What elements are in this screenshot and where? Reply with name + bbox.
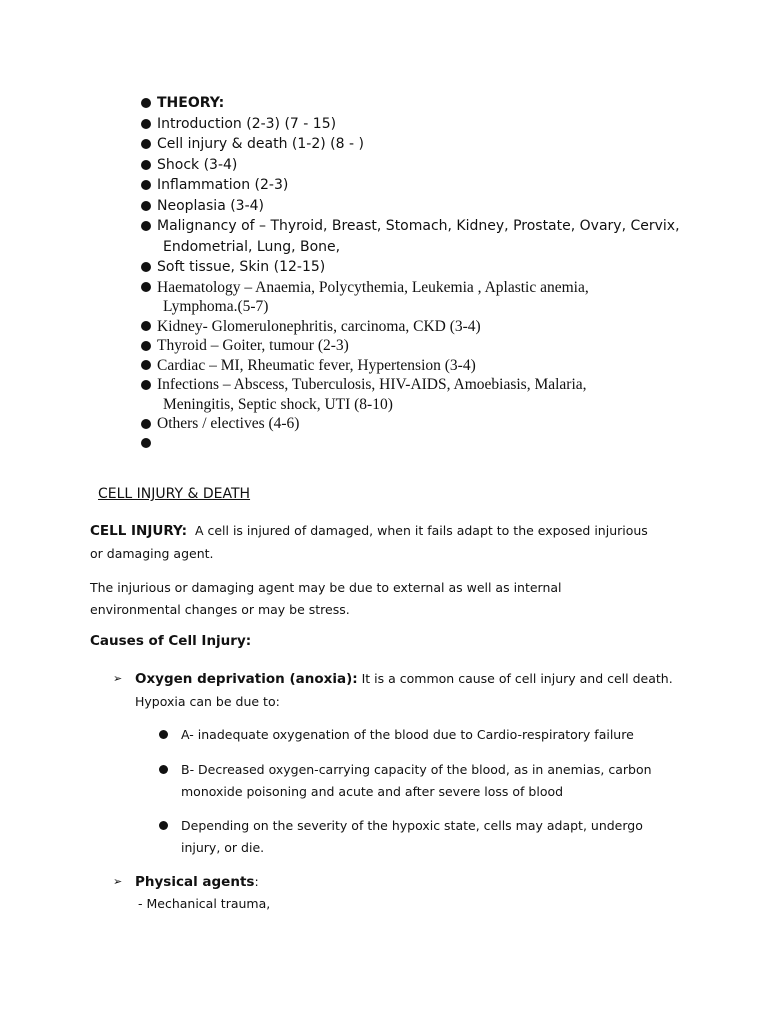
list-item: Inflammation (2-3) (140, 175, 700, 196)
list-item: Others / electives (4-6) (140, 414, 700, 434)
physical-lead: Physical agents (135, 874, 255, 890)
list-item: THEORY: (140, 93, 700, 114)
list-item: Cell injury & death (1-2) (8 - ) (140, 134, 700, 155)
cell-injury-paragraph (90, 520, 650, 564)
oxygen-lead: Oxygen deprivation (anoxia): (135, 671, 358, 687)
list-item: B- Decreased oxygen-carrying capacity of the blood, as in anemias, carbon monoxide poisoning and acute and after severe loss of blood (158, 759, 678, 803)
physical-agents-item (113, 871, 678, 894)
arrow-bullet-icon: ➢ (113, 875, 123, 888)
empty-list-item (140, 434, 700, 454)
list-item: Cardiac – MI, Rheumatic fever, Hypertension (3-4) (140, 356, 700, 376)
section-heading: CELL INJURY & DEATH (98, 486, 251, 502)
list-item: Thyroid – Goiter, tumour (2-3) (140, 336, 700, 356)
causes-title: Causes of Cell Injury: (90, 633, 252, 649)
agent-paragraph: The injurious or damaging agent may be due to external as well as internal environmental changes or may be stress. (90, 580, 562, 617)
oxygen-text: It is a common cause of cell injury and cell death. Hypoxia can be due to: (135, 671, 673, 709)
list-item: Introduction (2-3) (7 - 15) (140, 114, 700, 135)
syllabus-topic-list (140, 93, 700, 454)
hypoxia-bullet-list (158, 724, 678, 746)
list-item: A- inadequate oxygenation of the blood due to Cardio-respiratory failure (158, 724, 678, 746)
cell-injury-term: CELL INJURY: (90, 523, 187, 539)
list-item: Shock (3-4) (140, 155, 700, 176)
arrow-bullet-icon: ➢ (113, 672, 123, 685)
oxygen-deprivation-item (113, 668, 678, 712)
hypoxia-bullet-list (158, 815, 678, 859)
list-item: Infections – Abscess, Tuberculosis, HIV-AIDS, Amoebiasis, Malaria, Meningitis, Septic shock, UTI (8-10) (140, 375, 700, 414)
hypoxia-bullet-list (158, 759, 678, 803)
list-item: Malignancy of – Thyroid, Breast, Stomach, Kidney, Prostate, Ovary, Cervix, Endometrial, Lung, Bone, (140, 216, 700, 257)
list-item: Kidney- Glomerulonephritis, carcinoma, CKD (3-4) (140, 317, 700, 337)
list-item: Neoplasia (3-4) (140, 196, 700, 217)
list-item: Haematology – Anaemia, Polycythemia, Leukemia , Aplastic anemia, Lymphoma.(5-7) (140, 278, 700, 317)
list-item: Depending on the severity of the hypoxic state, cells may adapt, undergo injury, or die. (158, 815, 678, 859)
physical-colon: : (254, 874, 259, 889)
cell-injury-definition: A cell is injured of damaged, when it fails adapt to the exposed injurious or damaging agent. (90, 523, 648, 561)
mechanical-trauma-line: - Mechanical trauma, (138, 896, 271, 911)
list-item: Soft tissue, Skin (12-15) (140, 257, 700, 278)
